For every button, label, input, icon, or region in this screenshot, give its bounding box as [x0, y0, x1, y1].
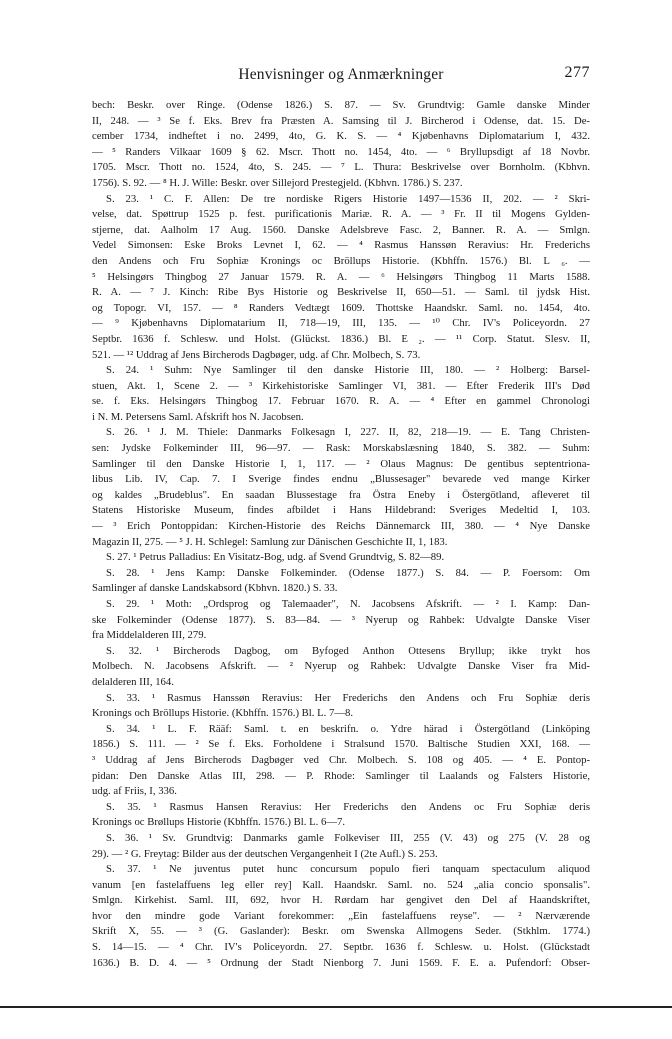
text-line: Skrift X, 55. — ³ (G. Gaslander): Beskr. om Swenska Allmogens Seder. (Stkhlm. 1774.) — [92, 925, 590, 938]
text-line: Septbr. 1636 f. Schlesw. und Holst. (Glückst. 1836.) Bl. E ₂. — ¹¹ Corp. Statut. Slesv. II, — [92, 332, 590, 345]
page-header — [92, 64, 590, 88]
notes-body — [92, 98, 590, 971]
text-line: stuen, Akt. 1, Scene 2. — ³ Kirkehistoriske Samlinger VI, 381. — Efter Frederik III's Død — [92, 379, 590, 392]
text-line: 1756). S. 92. — ⁸ H. J. Wille: Beskr. over Sillejord Prestegjeld. (Kbhvn. 1786.) S. 237. — [92, 176, 463, 189]
text-line: ske Folkeminder (Odense 1877). S. 83—84. — ³ Nyerup og Rahbek: Udvalgte Danske Viser — [92, 613, 590, 626]
text-line: Vedel Simonsen: Eske Broks Levnet I, 62. — ⁴ Rasmus Hanssøn Reravius: Hr. Frederichs — [92, 239, 590, 252]
text-line: — ⁵ Randers Vilkaar 1609 § 62. Mscr. Thott no. 1454, 4to. — ⁶ Bryllupsdigt af 18 Novbr. — [92, 145, 590, 158]
text-line: S. 14—15. — ⁴ Chr. IV's Policeyordn. 27. Septbr. 1636 f. Schlesw. u. Holst. (Glückstadt — [92, 941, 590, 954]
running-head: Henvisninger og Anmærkninger — [238, 66, 444, 83]
text-line: bech: Beskr. over Ringe. (Odense 1826.) S. 87. — Sv. Grundtvig: Gamle danske Minder — [92, 99, 590, 111]
text-line: S. 34. ¹ L. F. Rääf: Saml. t. en beskrifn. o. Ydre härad i Östergötland (Linköping — [106, 722, 590, 735]
text-line: Samlinger til den Danske Historie I, 1, 117. — ² Olaus Magnus: De gentibus septentriona- — [92, 457, 590, 470]
text-line: libus Lib. IV, Cap. 7. I Sverige findes endnu „Blussesager" bevarede ved mange Kirker — [92, 473, 590, 486]
text-line: se. f. Eks. Helsingørs Thingbog 17. Februar 1670. R. A. — ⁴ Efter en gammel Chronologi — [92, 395, 590, 408]
text-line: II, 248. — ³ Se f. Eks. Brev fra Præsten A. Samsing til J. Bircherod i Odense, dat. 15. De- — [92, 114, 590, 127]
text-line: Kronings oc Brøllups Historie (Kbhffn. 1576.) Bl. L. 6—7. — [92, 816, 346, 829]
text-line: og kaldes „Brudeblus". En saadan Blussestage fra Östra Eneby i Östergötland, afleveret til — [92, 488, 590, 501]
text-line: pidan: Den Danske Atlas III, 298. — P. Rhode: Samlinger til Laalands og Falsters Historie, — [92, 769, 590, 782]
text-line: S. 24. ¹ Suhm: Nye Samlinger til den danske Historie III, 180. — ² Holberg: Barsel- — [106, 364, 590, 377]
text-line: vanum [en fastelaffuens leg eller rey] Kall. Haandskr. Saml. no. 524 „alia concio sponsalis". — [92, 878, 590, 891]
text-line: delalderen III, 164. — [92, 675, 174, 688]
page-number: 277 — [564, 64, 590, 81]
text-line: 521. — ¹² Uddrag af Jens Bircherods Dagbøger, udg. af Chr. Molbech, S. 73. — [92, 348, 421, 361]
text-line: S. 35. ¹ Rasmus Hansen Reravius: Her Frederichs den Andens oc Fru Sophiæ deris — [106, 800, 590, 813]
text-line: og Topogr. VI, 157. — ⁸ Randers Vedtægt 1609. Thottske Haandskr. Saml. no. 1454, 4to. — [92, 301, 590, 314]
text-line: fra Middelalderen III, 279. — [92, 629, 207, 642]
text-line: S. 33. ¹ Rasmus Hanssøn Reravius: Her Frederichs den Andens och Fru Sophiæ deris — [106, 691, 590, 704]
text-line: S. 28. ¹ Jens Kamp: Danske Folkeminder. (Odense 1877.) S. 84. — P. Foersom: Om — [106, 566, 590, 579]
text-line: ³ Uddrag af Jens Bircherods Dagbøger ved Chr. Molbech. S. 108 og 405. — ⁴ E. Pontop- — [92, 753, 590, 766]
text-line: S. 36. ¹ Sv. Grundtvig: Danmarks gamle Folkeviser III, 255 (V. 43) og 275 (V. 28 og — [106, 831, 590, 844]
text-line: velse, dat. Spøttrup 1525 p. fest. purificationis Mariæ. R. A. — ³ Fr. II til Mogens Gylden- — [92, 208, 590, 221]
text-line: — ⁹ Kjøbenhavns Diplomatarium II, 718—19, III, 135. — ¹⁰ Chr. IV's Policeyordn. 27 — [92, 317, 590, 330]
text-line: 29). — ² G. Freytag: Bilder aus der deutschen Vergangenheit I (2te Aufl.) S. 253. — [92, 847, 438, 860]
text-line: S. 37. ¹ Ne juventus putet hunc concursum populo fieri tanquam spectaculum aliquod — [106, 863, 590, 876]
scan-edge-rule — [0, 1006, 672, 1008]
text-line: udg. af Friis, I, 336. — [92, 785, 177, 798]
text-line: Kronings och Bröllups Historie. (Kbhffn. 1576.) Bl. L. 7—8. — [92, 707, 354, 720]
text-line: hvor den mindre gode Variant forekommer: „Ein fastelaffuens reyse". — ² Nærværende — [92, 909, 590, 922]
text-line: S. 29. ¹ Moth: „Ordsprog og Talemaader", N. Jacobsens Afskrift. — ² I. Kamp: Dan- — [106, 598, 590, 610]
text-line: Statens Historiske Museum, findes afbildet i Hans Hildebrand: Sveriges Medeltid I, 103. — [92, 504, 590, 517]
text-line: Smlgn. Kirkehist. Saml. III, 692, hvor H. Rørdam har gengivet den Del af Haandskriftet, — [92, 894, 590, 907]
text-line: i N. M. Petersens Saml. Afskrift hos N. Jacobsen. — [92, 410, 304, 423]
text-line: Molbech. N. Jacobsens Afskrift. — ² Nyerup og Rahbek: Udvalgte Danske Viser fra Mid- — [92, 660, 590, 673]
text-line: ⁵ Helsingørs Thingbog 27 Januar 1579. R. A. — ⁶ Helsingørs Thingbog 11 Marts 1588. — [92, 270, 590, 283]
text-line: stjerne, dat. Aalholm 17 Aug. 1560. Danske Adelsbreve Fasc. 2, Banner. R. A. — Smlgn. — [92, 223, 590, 236]
text-line: sen: Jydske Folkeminder III, 96—97. — Rask: Morskabslæsning 1840, S. 382. — Suhm: — [92, 442, 590, 455]
text-line: S. 23. ¹ C. F. Allen: De tre nordiske Rigers Historie 1497—1536 II, 202. — ² Skri- — [106, 192, 590, 205]
text-line: 1856.) S. 111. — ² Se f. Eks. Forholdene i Stralsund 1570. Baltische Studien XXI, 168. — — [92, 738, 590, 751]
text-line: S. 32. ¹ Bircherods Dagbog, om Byfoged Anthon Ottesens Bryllup; ikke trykt hos — [106, 644, 590, 657]
text-line: Samlinger af danske Landskabsord (Kbhvn. 1820.) S. 33. — [92, 582, 338, 595]
text-line: cember 1734, indheftet i no. 2499, 4to, G. K. S. — ⁴ Kjøbenhavns Diplomatarium I, 432. — [92, 130, 590, 143]
text-line: — ³ Erich Pontoppidan: Kirchen-Historie des Reichs Dännemarck III, 380. — ⁴ Nye Danske — [92, 520, 590, 533]
text-line: R. A. — ⁷ J. Kinch: Ribe Bys Historie og Beskrivelse II, 650—51. — Saml. til jydsk Hist. — [92, 286, 590, 299]
text-line: S. 27. ¹ Petrus Palladius: En Visitatz-Bog, udg. af Svend Grundtvig, S. 82—89. — [106, 551, 445, 564]
text-line: 1705. Mscr. Thott no. 1524, 4to, S. 245. — ⁷ L. Thura: Beskrivelse over Bornholm. (Kbhvn. — [92, 161, 590, 174]
text-line: Magazin II, 275. — ⁵ J. H. Schlegel: Samlung zur Dänischen Geschichte II, 1, 183. — [92, 535, 448, 548]
text-line: S. 26. ¹ J. M. Thiele: Danmarks Folkesagn I, 227. II, 82, 218—19. — E. Tang Christen- — [106, 426, 590, 439]
text-line: den Andens och Fru Sophiæ Kronings oc Bröllups Historie. (Kbhffn. 1576.) Bl. L ₆. — — [92, 254, 590, 267]
text-line: 1636.) B. D. 4. — ⁵ Ordnung der Stadt Nienborg 7. Juni 1569. F. E. a. Pufendorf: Obser- — [92, 956, 590, 969]
